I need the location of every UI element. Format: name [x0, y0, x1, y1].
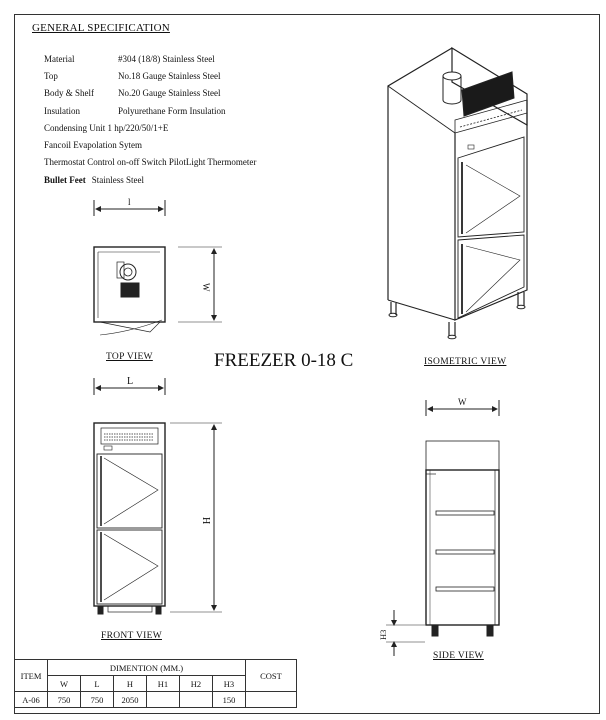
- spec-key: Material: [44, 54, 75, 64]
- col-w: W: [48, 676, 81, 692]
- row-h3: 150: [213, 692, 246, 708]
- front-dim-l: L: [127, 376, 134, 387]
- spec-key: Top: [44, 71, 58, 81]
- spec-key: Insulation: [44, 106, 80, 116]
- col-h3: H3: [213, 676, 246, 692]
- isometric-view-label: ISOMETRIC VIEW: [424, 357, 507, 367]
- top-view-label: TOP VIEW: [106, 352, 153, 362]
- col-h2: H2: [180, 676, 213, 692]
- top-view: [94, 197, 222, 335]
- front-dim-h: H: [200, 517, 211, 525]
- dimension-header: DIMENTION (MM.): [48, 660, 246, 676]
- row-item: A-06: [15, 692, 48, 708]
- spec-value: Polyurethane Form Insulation: [118, 106, 226, 116]
- spec-line-thermostat: Thermostat Control on-off Switch PilotLight Thermometer: [44, 157, 257, 167]
- cost-header: COST: [246, 660, 297, 692]
- front-view-label: FRONT VIEW: [101, 631, 162, 641]
- spec-value: No.18 Gauge Stainless Steel: [118, 71, 221, 81]
- spec-value: No.20 Gauge Stainless Steel: [118, 88, 221, 98]
- spec-line-condensing: Condensing Unit 1 hp/220/50/1+E: [44, 123, 169, 133]
- row-h1: [147, 692, 180, 708]
- row-cost: [246, 692, 297, 708]
- spec-value: Stainless Steel: [91, 175, 144, 185]
- side-view-label: SIDE VIEW: [433, 651, 484, 661]
- col-h1: H1: [147, 676, 180, 692]
- side-dim-w: W: [458, 397, 467, 407]
- spec-key: Body & Shelf: [44, 88, 95, 98]
- top-dim-l: l: [128, 197, 131, 207]
- row-l: 750: [81, 692, 114, 708]
- top-dim-w: W: [201, 283, 211, 292]
- spec-title: GENERAL SPECIFICATION: [32, 22, 170, 34]
- side-view: [378, 397, 499, 656]
- dimension-table: [14, 659, 297, 708]
- front-view: [94, 376, 222, 614]
- drawing-title: FREEZER 0-18 C: [214, 350, 354, 371]
- row-w: 750: [48, 692, 81, 708]
- row-h2: [180, 692, 213, 708]
- col-l: L: [81, 676, 114, 692]
- item-header: ITEM: [15, 660, 48, 692]
- side-dim-h3: H3: [378, 629, 388, 640]
- spec-value: #304 (18/8) Stainless Steel: [118, 54, 215, 64]
- row-h: 2050: [114, 692, 147, 708]
- spec-line-fancoil: Fancoil Evapolation Sytem: [44, 140, 142, 150]
- col-h: H: [114, 676, 147, 692]
- spec-key: Bullet Feet: [44, 175, 86, 185]
- isometric-view: [388, 48, 527, 339]
